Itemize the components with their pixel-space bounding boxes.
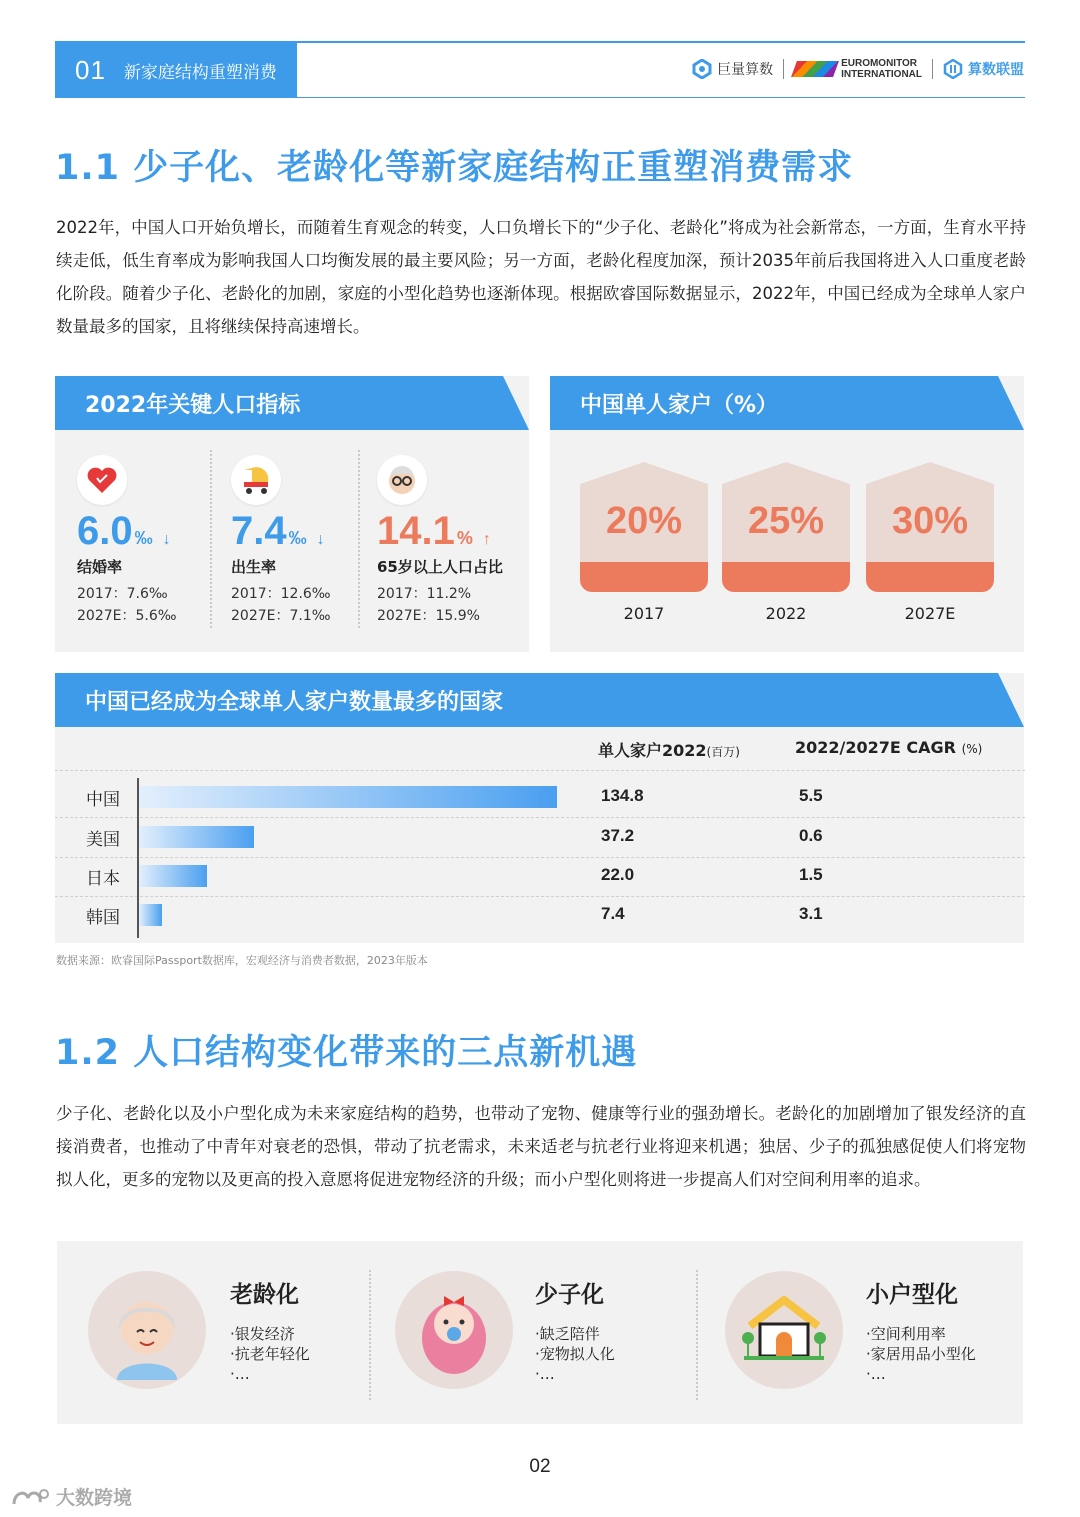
kpi-divider [358, 450, 360, 628]
chart-row-rule [55, 896, 1025, 897]
single-household-2017 [580, 462, 708, 592]
card-bullet: ·家居用品小型化 [866, 1345, 976, 1363]
single-household-panel-title: 中国单人家户（%） [550, 376, 998, 430]
kpi-label: 结婚率 [77, 558, 123, 576]
euromonitor-text-2: INTERNATIONAL [841, 69, 922, 80]
down-arrow-icon: ↓ [316, 531, 325, 548]
section-1-2-paragraph: 少子化、老龄化以及小户型化成为未来家庭结构的趋势，也带动了宠物、健康等行业的强劲增长。老龄化的加剧增加了银发经济的直接消费者，也推动了中青年对衰老的恐惧，带动了抗老需求，未来适老与抗老行业将迎来机遇；独居、少子的孤独感促使人们将宠物拟人化，更多的宠物以及更高的投入意愿将促进宠物经济的升级；而小户型化则将进一步提高人们对空间利用率的追求。 [56, 1104, 1026, 1189]
down-arrow-icon: ↓ [162, 531, 171, 548]
logo-divider [783, 59, 784, 79]
country-bar [139, 826, 254, 848]
country-label: 中国 [86, 790, 120, 810]
baby-icon [395, 1271, 513, 1389]
kpi-unit: ‰ [134, 528, 153, 548]
country-bar [139, 865, 207, 887]
card-item [535, 1324, 615, 1384]
data-source-note: 数据来源：欧睿国际Passport数据库，宏观经济与消费者数据，2023年版本 [56, 954, 428, 967]
euromonitor-text-1: EUROMONITOR [841, 58, 918, 69]
card-title-low-birth: 少子化 [535, 1282, 604, 1308]
households-value: 22.0 [601, 865, 635, 884]
watermark-text: 大数跨境 [56, 1487, 133, 1509]
card-bullet: ·空间利用率 [866, 1325, 946, 1343]
kpi-2017: 2017：7.6‰ [77, 586, 168, 602]
country-label: 日本 [86, 869, 120, 889]
suanshu-logo-text: 算数联盟 [968, 62, 1024, 78]
heart-icon [77, 455, 127, 505]
kpi-2017: 2017：12.6‰ [231, 586, 331, 602]
kpi-2027e: 2027E：5.6‰ [77, 608, 177, 624]
page-number: 02 [529, 1456, 551, 1477]
euromonitor-logo [794, 58, 922, 80]
juliang-icon [692, 59, 712, 79]
logo-divider [932, 59, 933, 79]
households-value: 7.4 [601, 904, 625, 923]
suanshu-logo [943, 59, 1024, 79]
cagr-value: 0.6 [799, 826, 823, 845]
chart-row-rule [55, 857, 1025, 858]
col-header-households-unit: (百万) [706, 745, 740, 759]
section-title: 新家庭结构重塑消费 [123, 63, 277, 83]
hex-year: 2022 [765, 604, 807, 623]
kpi-unit: % [456, 528, 473, 548]
card-bullet: ·缺乏陪伴 [535, 1325, 600, 1343]
col-header-cagr [795, 738, 982, 757]
card-bullet: ·宠物拟人化 [535, 1345, 615, 1363]
households-value: 37.2 [601, 826, 635, 845]
kpi-elderly-share [377, 455, 527, 627]
euromonitor-stripes-icon [791, 61, 839, 77]
kpi-panel-title: 2022年关键人口指标 [55, 376, 503, 430]
cagr-value: 5.5 [799, 786, 823, 805]
card-bullet: ·… [535, 1365, 555, 1383]
kpi-divider [210, 450, 212, 628]
card-bullet: ·… [230, 1365, 250, 1383]
card-divider [369, 1270, 371, 1400]
kpi-label: 出生率 [231, 558, 277, 576]
watermark [10, 1483, 132, 1510]
kpi-2027e: 2027E：15.9% [377, 608, 480, 624]
country-bar [139, 786, 557, 808]
kpi-unit: ‰ [288, 528, 307, 548]
card-title-aging: 老龄化 [230, 1282, 299, 1308]
card-divider [696, 1270, 698, 1400]
hex-value: 25% [747, 500, 825, 542]
elderly-woman-icon [88, 1271, 206, 1389]
suanshu-icon [943, 59, 963, 79]
country-bar [139, 904, 162, 926]
watermark-logo-icon [10, 1486, 50, 1508]
col-header-households-label: 单人家户2022 [598, 741, 707, 760]
country-label: 美国 [86, 830, 120, 850]
kpi-value: 7.4 [231, 509, 287, 553]
card-bullet: ·… [866, 1365, 886, 1383]
card-bullet: ·抗老年轻化 [230, 1345, 310, 1363]
partner-logos [692, 58, 1024, 80]
card-item [230, 1324, 310, 1384]
hex-year: 2017 [623, 604, 665, 623]
hex-badge-base [580, 562, 708, 592]
hex-badge-base [722, 562, 850, 592]
kpi-2027e: 2027E：7.1‰ [231, 608, 331, 624]
kpi-label: 65岁以上人口占比 [377, 558, 503, 576]
small-house-icon [725, 1271, 843, 1389]
section-number: 01 [75, 55, 106, 85]
households-value: 134.8 [601, 786, 644, 805]
single-household-2022 [722, 462, 850, 592]
chart-axis [137, 778, 139, 938]
kpi-marriage-rate [77, 455, 227, 627]
elder-icon [377, 455, 427, 505]
country-chart-title: 中国已经成为全球单人家户数量最多的国家 [55, 673, 998, 727]
hex-badge-base [866, 562, 994, 592]
col-header-cagr-label: 2022/2027E CAGR [795, 738, 956, 757]
juliang-logo [692, 59, 773, 79]
section-1-1-title: 1.1 少子化、老龄化等新家庭结构正重塑消费需求 [55, 148, 854, 188]
kpi-value: 14.1 [377, 509, 455, 553]
section-badge [55, 43, 297, 98]
chart-row-rule [55, 817, 1025, 818]
kpi-2017: 2017：11.2% [377, 586, 472, 602]
cagr-value: 3.1 [799, 904, 823, 923]
hex-value: 30% [891, 500, 969, 542]
cagr-value: 1.5 [799, 865, 823, 884]
card-title-small-household: 小户型化 [866, 1282, 958, 1308]
card-bullet: ·银发经济 [230, 1325, 295, 1343]
card-item [866, 1324, 976, 1384]
hex-year: 2027E [904, 604, 956, 623]
section-1-1-paragraph: 2022年，中国人口开始负增长，而随着生育观念的转变，人口负增长下的“少子化、老龄化”将成为社会新常态，一方面，生育水平持续走低，低生育率成为影响我国人口均衡发展的最主要风险；另一方面，老龄化程度加深，预计2035年前后我国将进入人口重度老龄化阶段。随着少子化、老龄化的加剧，家庭的小型化趋势也逐渐体现。根据欧睿国际数据显示，2022年，中国已经成为全球单人家户数量最多的国家，且将继续保持高速增长。 [56, 218, 1026, 336]
country-label: 韩国 [86, 908, 120, 928]
stroller-icon [231, 455, 281, 505]
header-bottom-rule [297, 97, 1025, 98]
country-chart-panel [55, 673, 1024, 943]
juliang-logo-text: 巨量算数 [717, 62, 774, 78]
hex-value: 20% [605, 500, 683, 542]
kpi-value: 6.0 [77, 509, 133, 553]
section-1-2-title: 1.2 人口结构变化带来的三点新机遇 [55, 1033, 638, 1073]
single-household-2027e [866, 462, 994, 592]
chart-row-rule [55, 770, 1025, 771]
col-header-households [598, 738, 740, 761]
col-header-cagr-unit: (%) [961, 742, 983, 756]
up-arrow-icon: ↑ [482, 531, 491, 548]
